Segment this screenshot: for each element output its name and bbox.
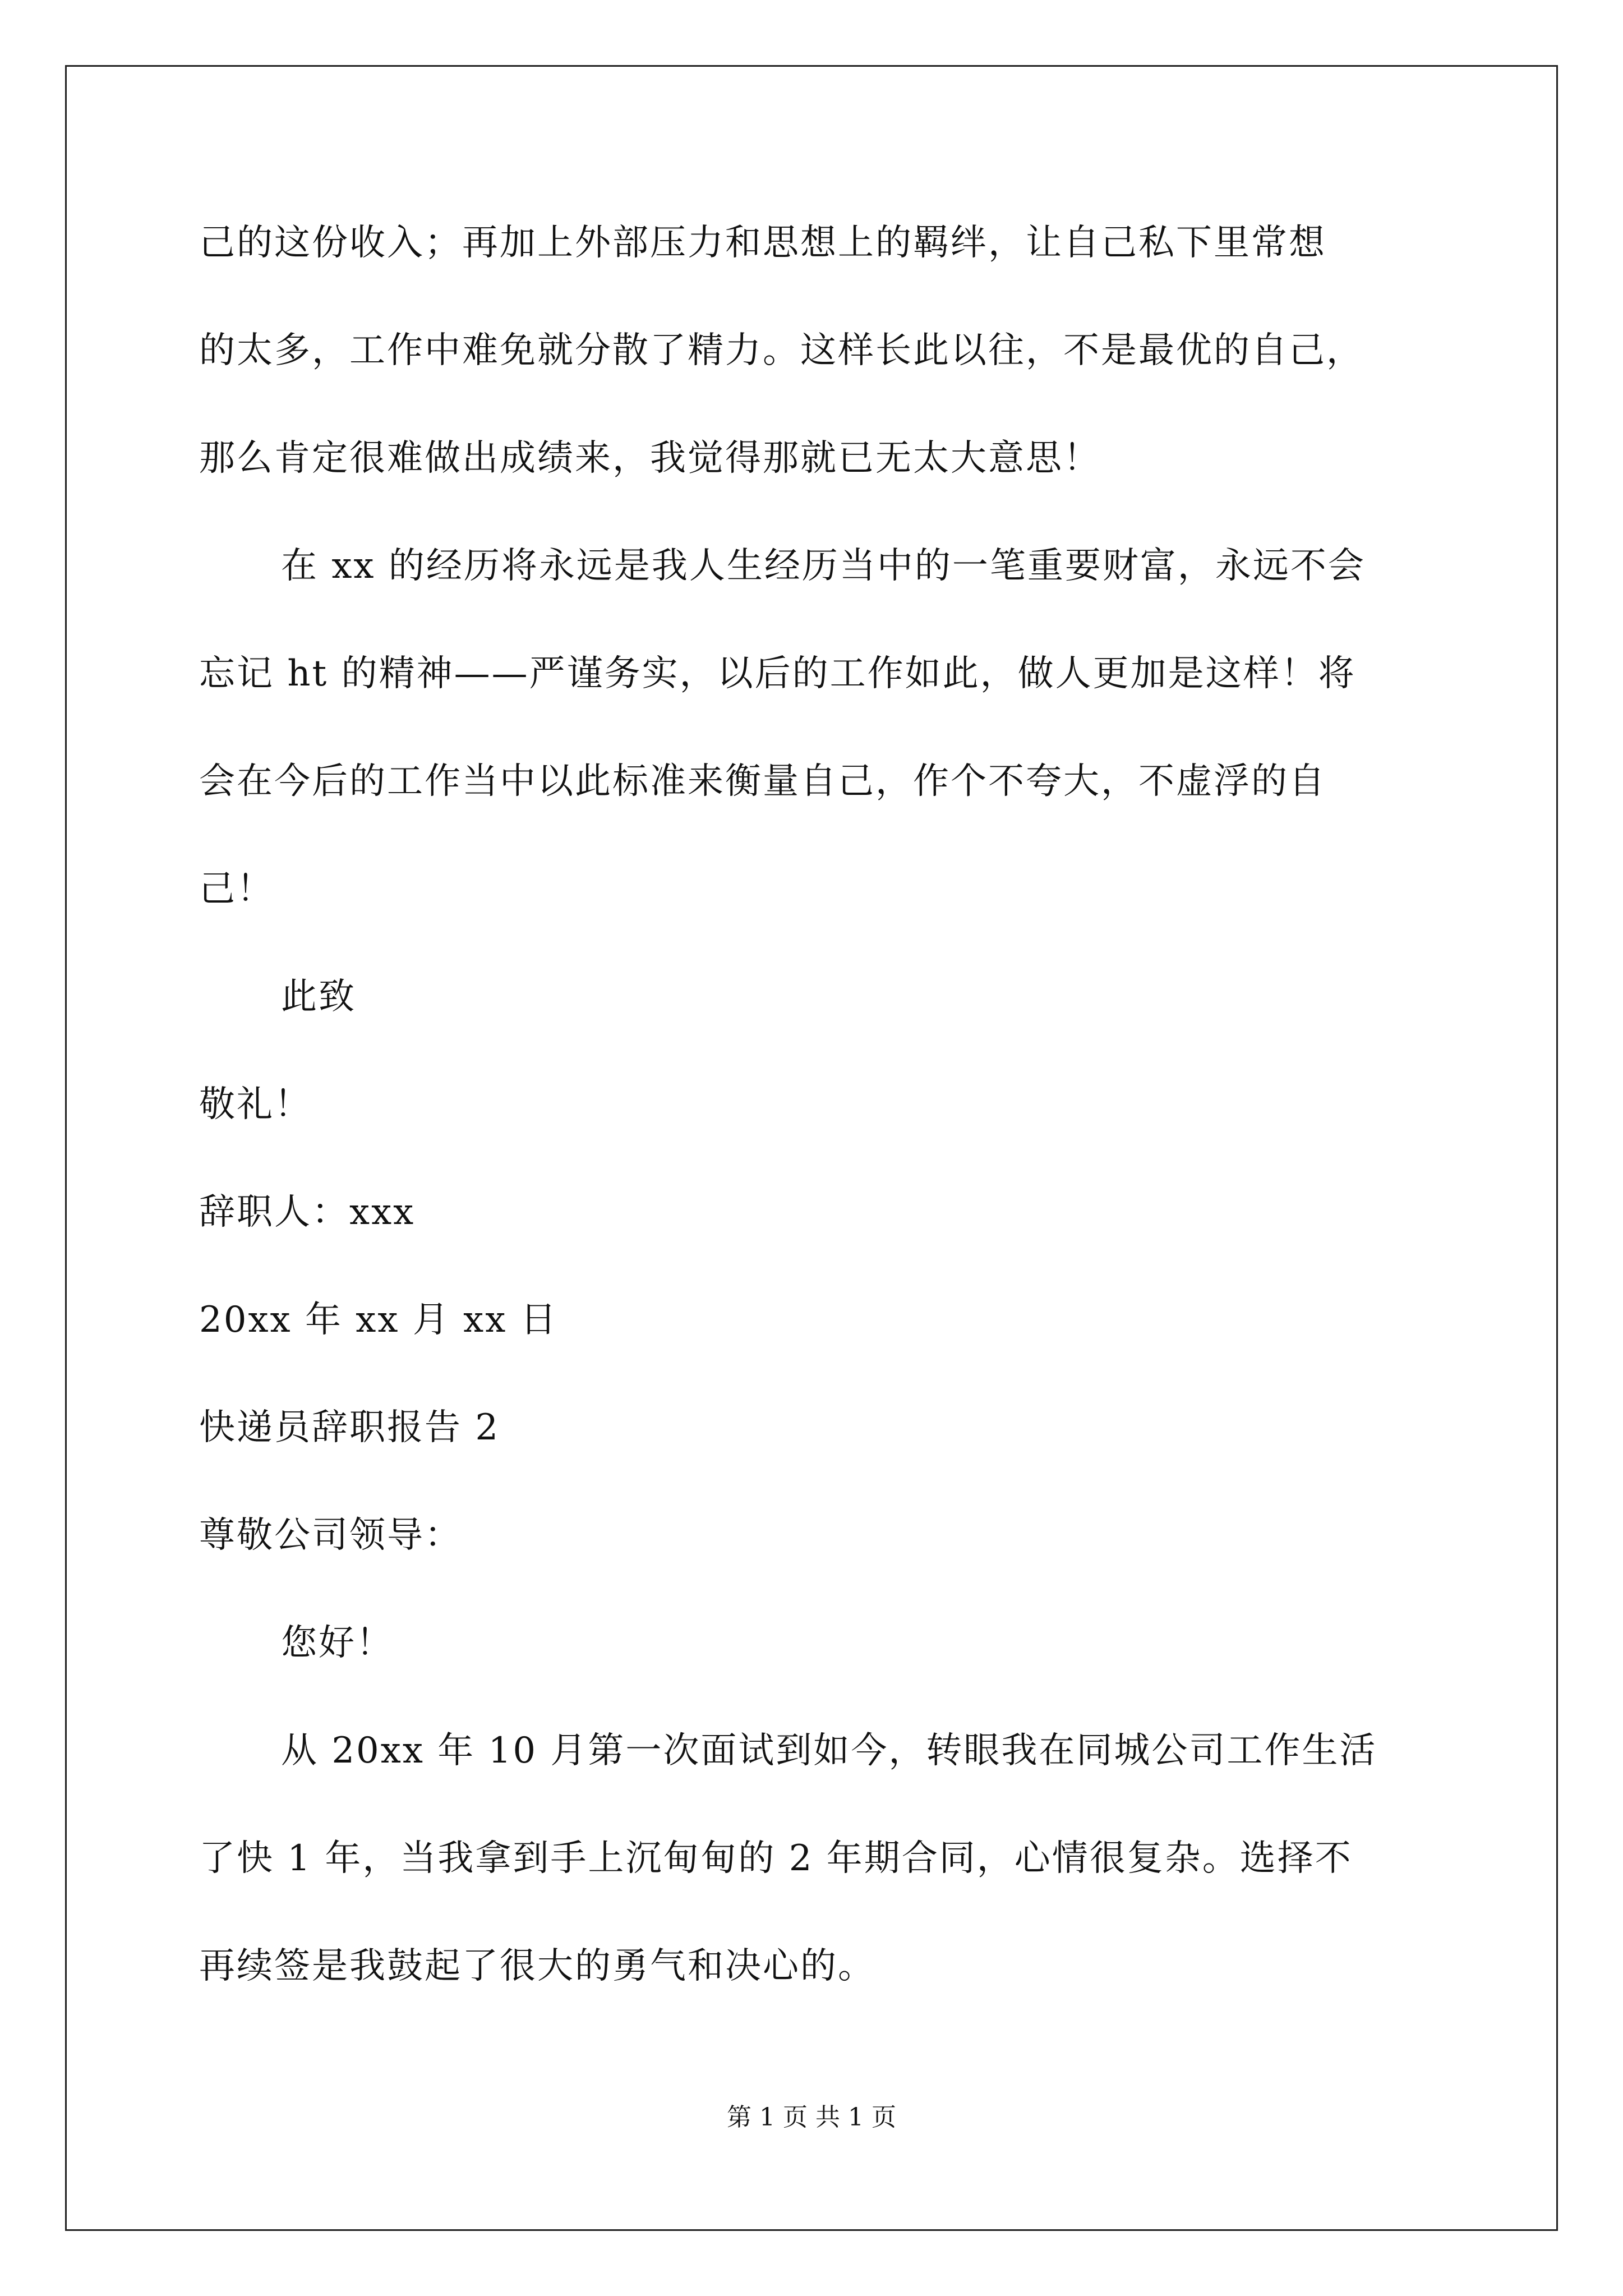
paragraph-line: 会在今后的工作当中以此标准来衡量自己，作个不夸大，不虚浮的自 [199,761,1326,802]
date-text: 20xx 年 xx 月 xx 日 [199,1299,558,1341]
page-border [65,65,1558,2231]
paragraph-line: 己！ [199,868,274,910]
addressee-text: 尊敬公司领导： [199,1515,462,1556]
salute-text: 敬礼！ [199,1084,312,1125]
paragraph-line: 再续签是我鼓起了很大的勇气和决心的。 [199,1945,875,1987]
paragraph-line: 从 20xx 年 10 月第一次面试到如今，转眼我在同城公司工作生活 [281,1730,1377,1772]
signer-text: 辞职人：xxx [199,1191,416,1233]
paragraph-line: 己的这份收入；再加上外部压力和思想上的羁绊，让自己私下里常想 [199,222,1326,264]
paragraph-line: 的太多，工作中难免就分散了精力。这样长此以往，不是最优的自己， [199,330,1364,371]
closing-text: 此致 [281,976,356,1018]
section-title: 快递员辞职报告 2 [199,1407,500,1448]
paragraph-line: 在 xx 的经历将永远是我人生经历当中的一笔重要财富，永远不会 [281,545,1366,587]
greeting-text: 您好！ [281,1622,394,1664]
paragraph-line: 那么肯定很难做出成绩来，我觉得那就已无太大意思！ [199,438,1101,479]
paragraph-line: 忘记 ht 的精神——严谨务实，以后的工作如此，做人更加是这样！将 [199,653,1356,694]
page-number: 第 1 页 共 1 页 [727,2103,896,2132]
paragraph-line: 了快 1 年，当我拿到手上沉甸甸的 2 年期合同，心情很复杂。选择不 [199,1838,1353,1879]
